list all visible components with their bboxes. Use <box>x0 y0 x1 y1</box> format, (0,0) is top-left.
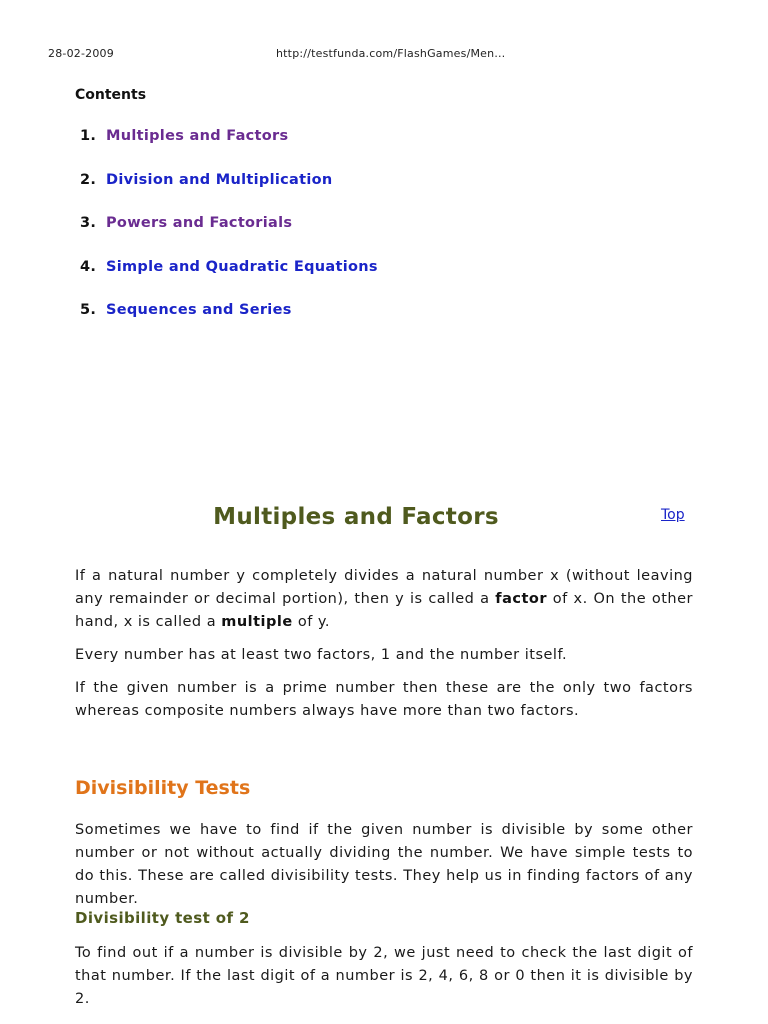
toc-number: 1. <box>80 128 97 144</box>
table-of-contents <box>80 128 378 346</box>
paragraph-divisibility-2: To find out if a number is divisible by 2, we just need to check the last digit of that number. If the last digit of a number is 2, 4, 6, 8 or 0 then it is divisible by 2. <box>75 945 693 1007</box>
toc-number: 3. <box>80 215 97 232</box>
toc-item-sequences-and-series <box>80 302 378 346</box>
paragraph-definition <box>75 565 693 634</box>
toc-link-sequences-and-series[interactable]: Sequences and Series <box>106 302 292 319</box>
toc-item-division-and-multiplication <box>80 172 378 216</box>
divisibility-tests-heading: Divisibility Tests <box>75 777 251 799</box>
text-run: of x. On the other hand, x is called a <box>75 591 694 630</box>
paragraph-two-factors: Every number has at least two factors, 1 and the number itself. <box>75 647 568 663</box>
toc-number: 4. <box>80 258 97 275</box>
contents-heading: Contents <box>75 87 147 103</box>
toc-link-simple-and-quadratic-equations[interactable]: Simple and Quadratic Equations <box>106 258 378 275</box>
toc-number: 2. <box>80 171 97 188</box>
toc-item-simple-and-quadratic-equations <box>80 259 378 303</box>
print-date: 28-02-2009 <box>48 47 114 60</box>
toc-link-multiples-and-factors[interactable]: Multiples and Factors <box>106 128 289 144</box>
paragraph-divisibility-intro: Sometimes we have to find if the given number is divisible by some other number or not without actually dividing the number. We have simple tests to do this. These are called divisibility tests. They help us in finding factors of any number. <box>75 822 693 907</box>
text-run: If a natural number y completely divides a natural number x (without leaving any remainder or decimal portion), then y is called a <box>75 568 693 607</box>
toc-number: 5. <box>80 302 97 319</box>
paragraph-prime-composite: If the given number is a prime number then these are the only two factors whereas composite numbers always have more than two factors. <box>75 680 693 719</box>
divisibility-test-2-heading: Divisibility test of 2 <box>75 909 250 927</box>
toc-link-division-and-multiplication[interactable]: Division and Multiplication <box>106 171 333 188</box>
section-title: Multiples and Factors <box>213 504 499 530</box>
top-link[interactable]: Top <box>661 507 685 523</box>
term-multiple: multiple <box>221 614 293 630</box>
print-url: http://testfunda.com/FlashGames/Men… <box>276 47 506 60</box>
toc-item-multiples-and-factors <box>80 128 378 172</box>
term-factor: factor <box>495 591 548 607</box>
toc-link-powers-and-factorials[interactable]: Powers and Factorials <box>106 215 293 232</box>
text-run: of y. <box>292 614 331 630</box>
toc-item-powers-and-factorials <box>80 215 378 259</box>
